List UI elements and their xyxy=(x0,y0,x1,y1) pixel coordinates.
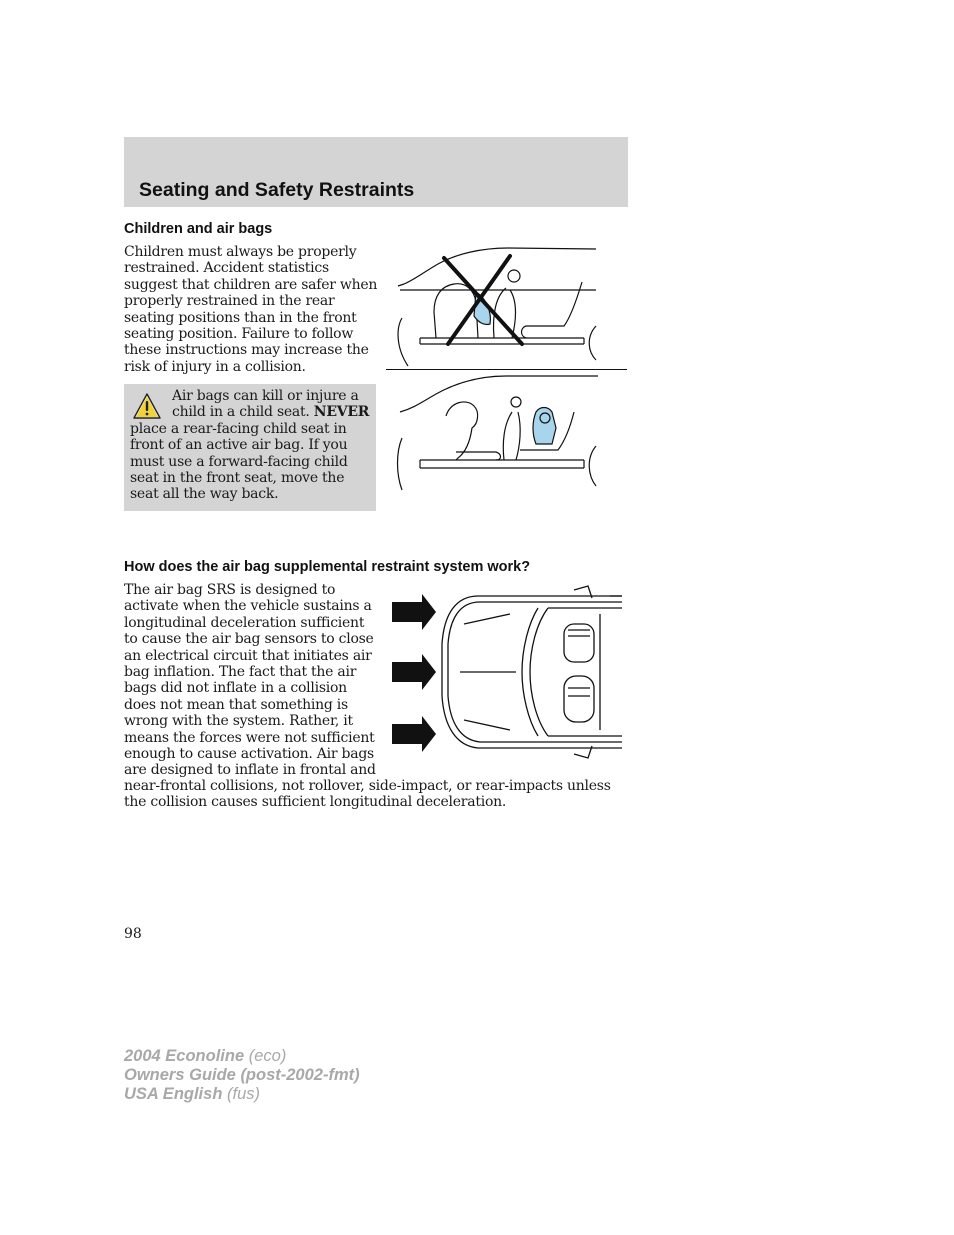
warning-never: NEVER xyxy=(313,404,370,421)
airbag-srs-paragraph-continued: near-frontal collisions, not rollover, side-impact, or rear-impacts unless the collision causes sufficient longitudinal deceleration. xyxy=(124,778,611,811)
footer-model-code: (eco) xyxy=(244,1047,287,1065)
footer-model-line xyxy=(124,1047,360,1066)
illustration-divider xyxy=(386,369,627,370)
warning-line2: place a rear-facing child seat in front of an active air bag. If you must use a forward-facing child seat in the front seat, move the seat all the way back. xyxy=(130,420,348,503)
frontal-impact-car-illustration xyxy=(388,584,624,760)
warning-text xyxy=(130,388,374,503)
section-header-band xyxy=(124,137,628,207)
page-number: 98 xyxy=(124,926,142,942)
document-footer xyxy=(124,1047,360,1104)
impact-arrow-icon xyxy=(392,594,436,630)
section-title: Seating and Safety Restraints xyxy=(139,179,415,201)
children-airbags-paragraph: Children must always be properly restrained. Accident statistics suggest that children are safer when properly restrained in the rear seating positions than in the front seating position. Failure to follow these instructions may increase the risk of injury in a collision. xyxy=(124,244,378,375)
footer-guide-line xyxy=(124,1066,360,1085)
airbag-srs-paragraph: The air bag SRS is designed to activate when the vehicle sustains a longitudinal deceleration sufficient to cause the air bag sensors to close an electrical circuit that initiates air bag inflation. The fact that the air bags did not inflate in a collision does not mean that something is wrong with the system. Rather, it means the forces were not sufficient enough to cause activation. Air bags are designed to inflate in frontal and xyxy=(124,582,376,779)
footer-lang-code: (fus) xyxy=(222,1085,260,1103)
rear-seat-child-seat-illustration xyxy=(386,372,628,502)
footer-lang-line xyxy=(124,1085,360,1104)
children-airbags-heading: Children and air bags xyxy=(124,221,273,237)
warning-line1: Air bags can kill or injure a child in a child seat. xyxy=(172,388,359,421)
impact-arrow-icon xyxy=(392,654,436,690)
footer-guide: Owners Guide (post-2002-fmt) xyxy=(124,1066,360,1084)
footer-model: 2004 Econoline xyxy=(124,1047,245,1065)
warning-box xyxy=(124,384,376,511)
impact-arrow-icon xyxy=(392,716,436,752)
footer-lang: USA English xyxy=(124,1085,223,1103)
airbag-srs-heading: How does the air bag supplemental restraint system work? xyxy=(124,559,531,575)
front-seat-child-seat-illustration xyxy=(386,242,628,374)
